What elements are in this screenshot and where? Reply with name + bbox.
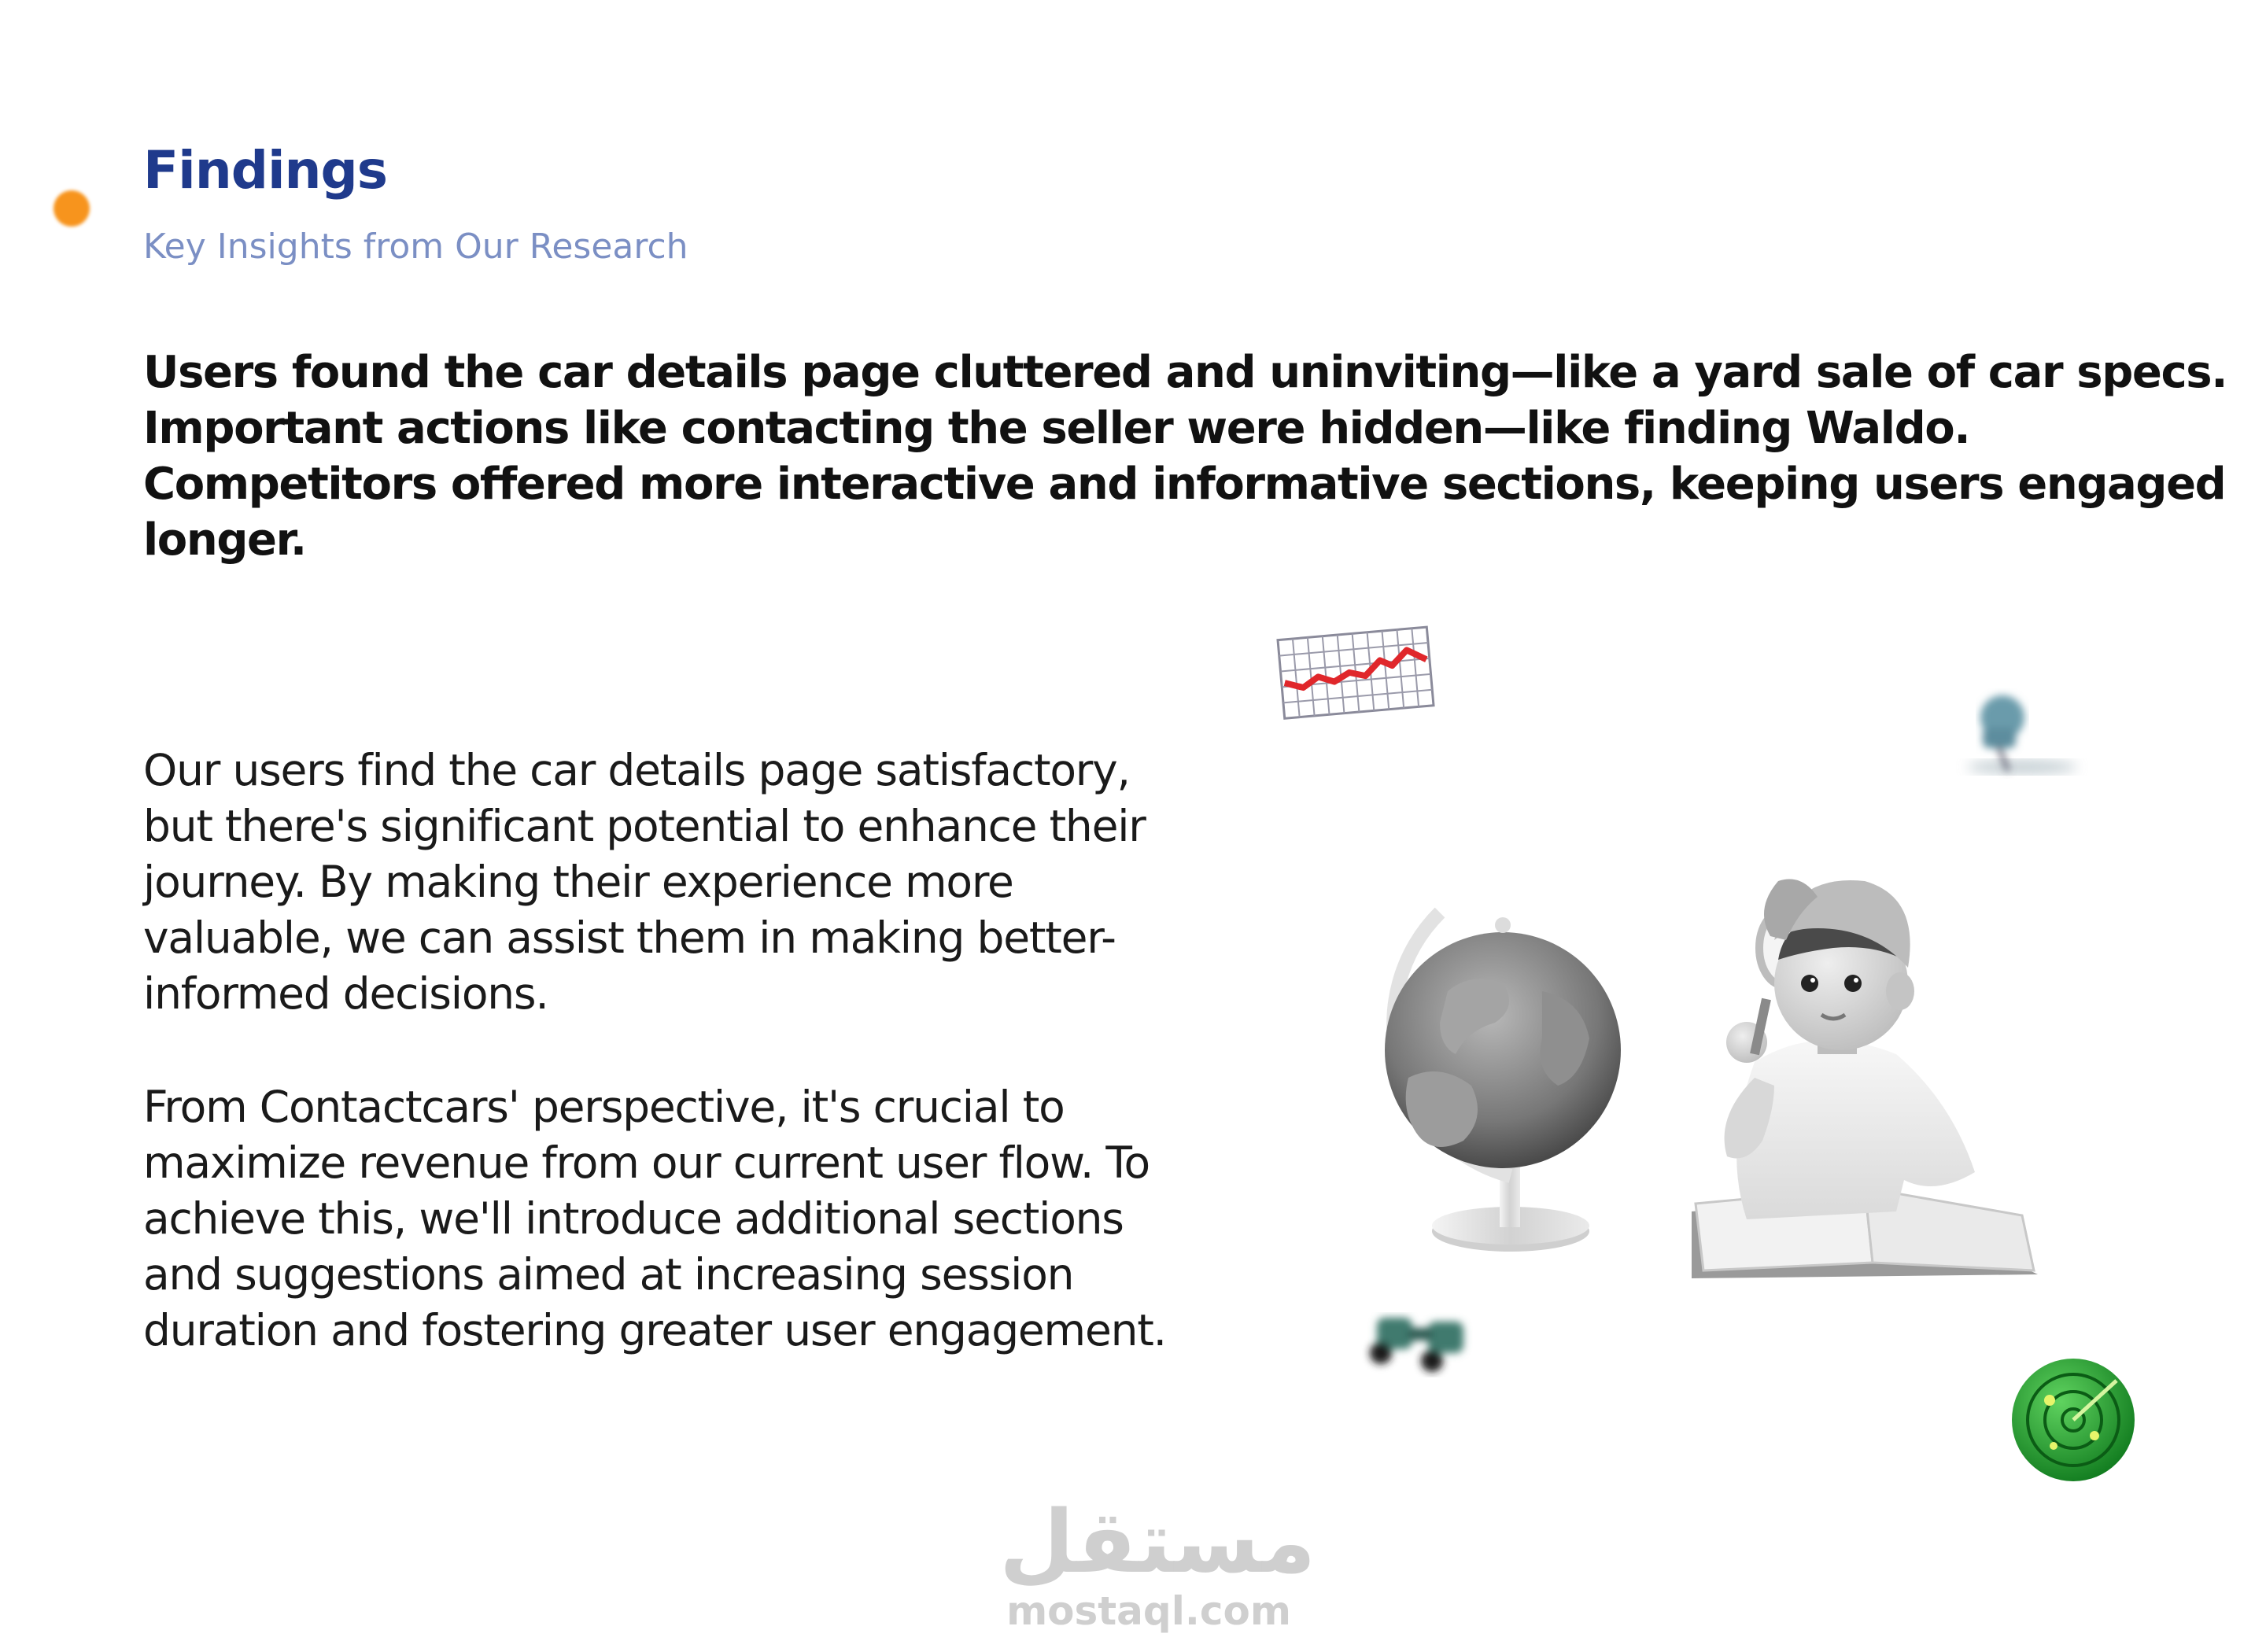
summary-line: Important actions like contacting the seller were hidden—like finding Waldo.	[143, 403, 1970, 454]
watermark	[999, 1492, 1316, 1634]
globe-icon	[1353, 897, 1621, 1267]
paragraph-line: achieve this, we'll introduce additional sections	[143, 1193, 1124, 1244]
watermark-arabic: مستقل	[999, 1492, 1316, 1592]
orange-dot-icon	[54, 190, 90, 227]
paragraph-line: but there's significant potential to enhance their	[143, 801, 1146, 851]
paragraph-line: duration and fostering greater user engagement.	[143, 1305, 1166, 1355]
paragraph-line: Our users find the car details page satisfactory,	[143, 745, 1130, 795]
paragraph-business-perspective	[143, 1079, 1245, 1359]
page-title: Findings	[143, 140, 388, 201]
page-subtitle: Key Insights from Our Research	[143, 227, 688, 267]
paragraph-line: informed decisions.	[143, 968, 548, 1019]
summary-line: Competitors offered more interactive and informative sections, keeping users engaged	[143, 459, 2226, 510]
boy-with-magnifier-icon	[1637, 865, 2061, 1306]
binoculars-icon	[1353, 1298, 1487, 1385]
radar-icon	[2006, 1353, 2140, 1487]
paragraph-user-perspective	[143, 743, 1245, 1022]
paragraph-line: From Contactcars' perspective, it's crucial to	[143, 1082, 1065, 1132]
paragraph-line: valuable, we can assist them in making better-	[143, 913, 1116, 963]
paragraph-line: maximize revenue from our current user flow. To	[143, 1138, 1150, 1188]
summary-findings	[143, 345, 2227, 568]
summary-line: longer.	[143, 514, 306, 566]
paragraph-line: journey. By making their experience more	[143, 857, 1013, 907]
pushpin-icon	[1936, 684, 2093, 795]
line-chart-icon	[1267, 614, 1448, 732]
watermark-latin: mostaql.com	[1006, 1588, 1291, 1634]
paragraph-line: and suggestions aimed at increasing session	[143, 1249, 1074, 1300]
summary-line: Users found the car details page cluttered and uninviting—like a yard sale of car specs.	[143, 347, 2227, 398]
